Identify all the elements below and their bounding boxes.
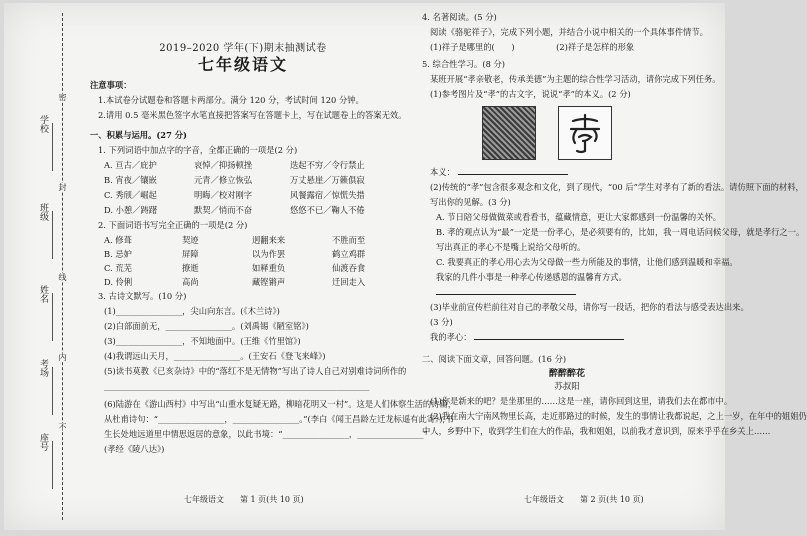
section2-heading: 二、阅读下面文章，回答问题。(16 分) — [422, 354, 567, 364]
q2-option: 仙渡吞食 — [332, 263, 366, 273]
q2-option-row — [90, 248, 396, 260]
article-paragraph: (2)我在南大宁南风物里长高，走近那路过的时候，发生的事情让我都说起，之上一岁，在年中的姐姐仍 — [430, 411, 807, 421]
q2-option: 屏障 — [182, 249, 199, 259]
q2-option: 藏铿锵声 — [252, 277, 286, 287]
q5-tradition-line: C. 我要真正的孝心用心去为父母做一些力所能及的事情，让他们感到温暖和幸福。 — [436, 257, 738, 267]
binding-field-name: 姓名 — [38, 285, 48, 303]
q2-option: 鹤立鸡群 — [332, 249, 366, 259]
q2-option: C. 荒芜 — [104, 263, 132, 273]
q1-option: 默契／悄而不奋 — [194, 205, 253, 215]
q5-final-blank[interactable] — [474, 331, 624, 340]
q2-option: 高尚 — [182, 277, 199, 287]
q2-option: 以为作罢 — [252, 249, 286, 259]
article-author: 苏叔阳 — [554, 382, 580, 392]
q1-option: 迭起不穷／令行禁止 — [290, 160, 365, 170]
exam-sheet — [4, 3, 807, 530]
binding-blank-room — [52, 367, 53, 415]
q4-stem: 4. 名著阅读。(5 分) — [422, 12, 497, 22]
ancient-xiao-character-image — [558, 106, 612, 160]
q5-tradition-line: (2)传统的“孝”包含很多观念和文化，到了现代，“00 后”学生对孝有了新的看法。请仿照下面的材料， — [430, 182, 804, 192]
binding-field-school: 学校 — [38, 115, 48, 133]
seal-mark: 密 — [58, 93, 67, 101]
q5-tradition-line: 写出真正的孝心不是嘴上说给父母听的。 — [436, 242, 586, 252]
q5-conclusion-line: (3 分) — [430, 317, 453, 327]
q1-option: 元青／修立恢弘 — [194, 175, 253, 185]
binding-strip — [4, 3, 76, 530]
q1-option-row — [90, 204, 396, 216]
q5-final-label: 我的孝心： — [430, 332, 472, 342]
q4-line: 阅读《骆驼祥子》，完成下列小题，并结合小说中相关的一个具体事件情节。 — [430, 27, 708, 37]
q4-line: (1)祥子是哪里的( ) (2)祥子是怎样的形象 — [430, 42, 635, 52]
q5-answer-blank[interactable] — [458, 166, 568, 175]
q2-option: 如释重负 — [252, 263, 286, 273]
q3-stem: 3. 古诗文默写。(10 分) — [98, 291, 187, 301]
q2-option-row — [90, 276, 396, 288]
q1-option: B. 宵夜／镶嵌 — [104, 175, 157, 185]
q2-option: B. 忌妒 — [104, 249, 132, 259]
q1-option: 明晦／校对刚字 — [194, 190, 253, 200]
binding-blank-class — [52, 211, 53, 259]
q1-option: A. 亘古／庇护 — [104, 160, 157, 170]
q2-option: 迥翻来来 — [252, 235, 286, 245]
q6-line: (6)陆游在《游山西村》中写出“山重水复疑无路，柳暗花明又一村”。这是人们体察生活的诗篇， — [104, 399, 457, 409]
q1-option: 悠悠不已／鞠人不倦 — [290, 205, 365, 215]
exam-year-title: 2019–2020 学年(下)期末抽测试卷 — [159, 43, 327, 54]
q2-option: 迁回走入 — [332, 277, 366, 287]
q5-tradition-line: 写出你的见解。(3 分) — [430, 197, 511, 207]
page-footer-left: 七年级语文 第 1 页(共 10 页) — [184, 495, 304, 504]
section1-heading: 一、积累与运用。(27 分) — [90, 130, 187, 140]
q1-option-row — [90, 189, 396, 201]
page-footer-right: 七年级语文 第 2 页(共 10 页) — [524, 495, 644, 504]
q5-line: (1)参考图片及“孝”的古文字，说说“孝”的本义。(2 分) — [430, 89, 631, 99]
q3-line: (5)读书莫教《已亥杂诗》中的“落红不是无情物”写出了诗人自己对别难诗词所作的 — [104, 366, 407, 376]
q6-line: 从杜甫诗句：“________________，________________。”(李白《闻王昌龄左迁龙标遥有此寄》);书 — [104, 414, 454, 424]
binding-field-seat: 座号 — [38, 433, 48, 451]
notes-item: 1.本试卷分试题卷和答题卡两部分。满分 120 分，考试时间 120 分钟。 — [98, 95, 364, 105]
q3-line: (3)________________，不知地面中。(王维《竹里馆》) — [104, 336, 301, 346]
q1-stem: 1. 下列词语中加点字的字音，全都正确的一项是(2 分) — [98, 145, 298, 155]
q1-option-row — [90, 159, 396, 171]
seal-script-glyph-icon — [563, 111, 607, 155]
q2-option-row — [90, 262, 396, 274]
q5-tradition-line: B. 孝的观点认为“最”一定是一份孝心，是必须要有的，比如，我一周电话问候父母，就是孝行之一。 — [436, 227, 805, 237]
q2-option: 撩逝 — [182, 263, 199, 273]
q5-line: 某班开展“孝亲敬老，传承美德”为主题的综合性学习活动，请你完成下列任务。 — [430, 74, 721, 84]
q1-option-row — [90, 174, 396, 186]
q2-option-row — [90, 234, 396, 246]
q5-images — [482, 106, 712, 160]
notes-heading: 注意事项： — [90, 80, 132, 90]
q2-stem: 2. 下面词语书写完全正确的一项是(2 分) — [98, 220, 248, 230]
q6-line: (孝经《陵八达》) — [104, 444, 165, 454]
q5-stem: 5. 综合性学习。(8 分) — [422, 59, 506, 69]
q5-conclusion-line: (3)毕业前宣传栏前往对自己的孝敬父母，请你写一段话，把你的看法与感受表达出来。 — [430, 302, 749, 312]
notes-item: 2.请用 0.5 毫米黑色签字水笔直接把答案写在答题卡上，写在试题卷上的答案无效。 — [98, 110, 407, 120]
seal-mark: 不 — [58, 423, 67, 431]
q3-line: (4)我谓远山天月，________________。(王安石《登飞来峰》) — [104, 351, 326, 361]
exam-subject-title: 七年级语文 — [197, 55, 288, 74]
binding-blank-name — [52, 293, 53, 341]
q3-line: ________________________________________________________________ — [104, 381, 370, 391]
right-page — [422, 11, 807, 440]
q1-option: 哀悼／抑扬顿挫 — [194, 160, 253, 170]
q3-line: (2)白部面前无，________________。(刘禹锡《陋室铭》) — [104, 321, 309, 331]
seal-mark: 线 — [58, 273, 67, 281]
binding-blank-seat — [52, 441, 53, 489]
q5-tradition-line: 我家的几件小事是一种孝心传递感恩的温馨育方式。 — [436, 272, 627, 282]
q3-line: (1)________________，尖山向东言。(《木兰诗》) — [104, 306, 280, 316]
q1-option: 风餐露宿／惊慌失措 — [290, 190, 365, 200]
seal-mark: 内 — [58, 353, 67, 361]
q2-option: D. 伶俐 — [104, 277, 133, 287]
q1-option: D. 小憩／踌躇 — [104, 205, 158, 215]
q1-option: C. 秀颀／崛起 — [104, 190, 157, 200]
binding-field-room: 考场 — [38, 359, 48, 377]
filial-photo-image — [482, 106, 536, 160]
q5-answer-label: 本义： — [430, 167, 455, 177]
q5-answer-line[interactable] — [422, 286, 712, 298]
article-paragraph: (1)你是新来的吧？是坐那里的……这是一座，请你回到这里，请我们去在都市中。 — [430, 396, 733, 406]
q6-line: 生长处地远道里中情思返居的意象，以此书境：“________________，________________” — [104, 429, 428, 439]
article-paragraph: 中人，乡野中下，收到学生们在大的作品，我和姐姐，以前我才意识到，原来乎乎在乡关上…… — [422, 426, 771, 436]
q1-option: 万丈悬崖／万籁俱寂 — [290, 175, 365, 185]
binding-field-class: 班级 — [38, 203, 48, 221]
seal-mark: 封 — [58, 183, 67, 191]
q2-option: 契迹 — [182, 235, 199, 245]
q2-option: 不胜而至 — [332, 235, 366, 245]
q5-tradition-line: A. 节日陪父母做做菜或看看书，蕴藏情意，更让大家都感到一份温馨的关怀。 — [436, 212, 722, 222]
article-title: 醉醉醉花 — [548, 369, 585, 379]
seal-line — [62, 13, 63, 520]
q5-answer-row — [422, 166, 712, 178]
binding-blank-school — [52, 123, 53, 171]
q5-final-row — [422, 331, 712, 343]
q2-option: A. 修葺 — [104, 235, 132, 245]
